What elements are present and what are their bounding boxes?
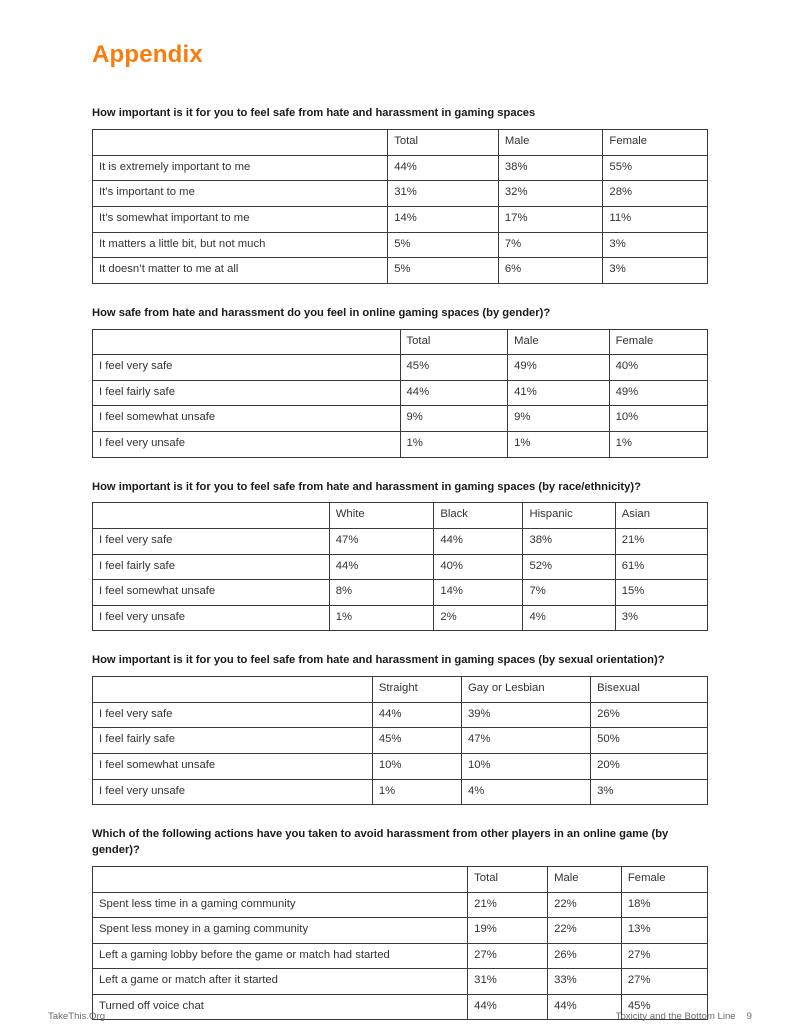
data-cell: 22% — [548, 892, 622, 918]
data-cell: 9% — [400, 406, 508, 432]
data-cell: 3% — [615, 605, 707, 631]
data-cell: 3% — [603, 258, 708, 284]
data-cell: 13% — [621, 918, 707, 944]
data-cell: 21% — [468, 892, 548, 918]
column-header: Male — [548, 866, 622, 892]
table-corner-cell — [93, 866, 468, 892]
question-heading: How important is it for you to feel safe from hate and harassment in gaming spaces (by sexual orientation)? — [92, 654, 665, 667]
data-cell: 19% — [468, 918, 548, 944]
data-cell: 15% — [615, 580, 707, 606]
row-label: It doesn’t matter to me at all — [93, 258, 388, 284]
data-table — [92, 502, 708, 631]
data-cell: 49% — [609, 380, 707, 406]
data-cell: 40% — [434, 554, 523, 580]
column-header: Bisexual — [591, 677, 708, 703]
data-table — [92, 676, 708, 805]
column-header: Male — [508, 329, 609, 355]
table-row — [93, 943, 708, 969]
row-label: I feel fairly safe — [93, 554, 330, 580]
data-cell: 2% — [434, 605, 523, 631]
data-cell: 27% — [621, 969, 707, 995]
data-cell: 38% — [523, 529, 615, 555]
row-label: I feel very safe — [93, 355, 401, 381]
table-row — [93, 892, 708, 918]
table-row — [93, 918, 708, 944]
column-header: Asian — [615, 503, 707, 529]
row-label: Spent less money in a gaming community — [93, 918, 468, 944]
data-cell: 28% — [603, 181, 708, 207]
data-table — [92, 129, 708, 283]
data-cell: 11% — [603, 207, 708, 233]
table-corner-cell — [93, 503, 330, 529]
data-cell: 49% — [508, 355, 609, 381]
column-header: Total — [400, 329, 508, 355]
row-label: I feel somewhat unsafe — [93, 406, 401, 432]
row-label: It is extremely important to me — [93, 155, 388, 181]
data-cell: 4% — [461, 779, 590, 805]
data-cell: 45% — [621, 994, 707, 1020]
data-cell: 17% — [498, 207, 603, 233]
data-cell: 44% — [434, 529, 523, 555]
appendix-sections — [92, 106, 708, 1020]
table-header-row — [93, 503, 708, 529]
data-cell: 31% — [388, 181, 499, 207]
data-cell: 44% — [372, 702, 461, 728]
column-header: Black — [434, 503, 523, 529]
data-cell: 6% — [498, 258, 603, 284]
table-corner-cell — [93, 130, 388, 156]
column-header: Hispanic — [523, 503, 615, 529]
table-row — [93, 232, 708, 258]
data-cell: 26% — [548, 943, 622, 969]
page-footer — [48, 1008, 752, 1024]
data-table — [92, 866, 708, 1020]
table-row — [93, 754, 708, 780]
table-row — [93, 207, 708, 233]
page-title: Appendix — [92, 41, 203, 68]
data-cell: 32% — [498, 181, 603, 207]
table-row — [93, 969, 708, 995]
footer-report-title: Toxicity and the Bottom Line — [615, 1010, 736, 1022]
row-label: I feel very unsafe — [93, 779, 373, 805]
table-row — [93, 355, 708, 381]
data-cell: 3% — [591, 779, 708, 805]
column-header: Female — [603, 130, 708, 156]
row-label: It’s somewhat important to me — [93, 207, 388, 233]
data-cell: 26% — [591, 702, 708, 728]
data-cell: 14% — [388, 207, 499, 233]
table-row — [93, 702, 708, 728]
footer-right-group — [616, 1011, 752, 1022]
question-heading: Which of the following actions have you taken to avoid harassment from other players in an online game (by gender)? — [92, 828, 669, 857]
data-cell: 7% — [498, 232, 603, 258]
table-row — [93, 431, 708, 457]
column-header: White — [329, 503, 434, 529]
question-block — [92, 480, 708, 632]
column-header: Total — [388, 130, 499, 156]
row-label: I feel very safe — [93, 702, 373, 728]
data-cell: 44% — [548, 994, 622, 1020]
row-label: I feel very safe — [93, 529, 330, 555]
data-cell: 22% — [548, 918, 622, 944]
row-label: I feel somewhat unsafe — [93, 580, 330, 606]
row-label: Spent less time in a gaming community — [93, 892, 468, 918]
data-cell: 7% — [523, 580, 615, 606]
table-row — [93, 406, 708, 432]
data-cell: 44% — [400, 380, 508, 406]
data-cell: 45% — [372, 728, 461, 754]
data-cell: 1% — [609, 431, 707, 457]
data-cell: 3% — [603, 232, 708, 258]
row-label: Left a gaming lobby before the game or match had started — [93, 943, 468, 969]
data-cell: 5% — [388, 258, 499, 284]
question-heading: How important is it for you to feel safe from hate and harassment in gaming spaces (by race/ethnicity)? — [92, 480, 641, 493]
table-corner-cell — [93, 677, 373, 703]
data-cell: 1% — [329, 605, 434, 631]
row-label: I feel very unsafe — [93, 431, 401, 457]
table-header-row — [93, 130, 708, 156]
row-label: It matters a little bit, but not much — [93, 232, 388, 258]
data-cell: 1% — [372, 779, 461, 805]
data-cell: 61% — [615, 554, 707, 580]
column-header: Total — [468, 866, 548, 892]
table-header-row — [93, 677, 708, 703]
row-label: Turned off voice chat — [93, 994, 468, 1020]
data-cell: 45% — [400, 355, 508, 381]
data-cell: 38% — [498, 155, 603, 181]
data-cell: 47% — [461, 728, 590, 754]
table-row — [93, 779, 708, 805]
data-cell: 10% — [372, 754, 461, 780]
data-table — [92, 329, 708, 458]
column-header: Male — [498, 130, 603, 156]
data-cell: 21% — [615, 529, 707, 555]
data-cell: 27% — [621, 943, 707, 969]
question-block — [92, 306, 708, 458]
data-cell: 27% — [468, 943, 548, 969]
table-header-row — [93, 866, 708, 892]
table-header-row — [93, 329, 708, 355]
table-row — [93, 155, 708, 181]
row-label: It’s important to me — [93, 181, 388, 207]
table-row — [93, 605, 708, 631]
data-cell: 14% — [434, 580, 523, 606]
data-cell: 41% — [508, 380, 609, 406]
data-cell: 10% — [609, 406, 707, 432]
row-label: I feel somewhat unsafe — [93, 754, 373, 780]
table-row — [93, 728, 708, 754]
data-cell: 50% — [591, 728, 708, 754]
table-row — [93, 258, 708, 284]
data-cell: 20% — [591, 754, 708, 780]
table-row — [93, 529, 708, 555]
data-cell: 5% — [388, 232, 499, 258]
row-label: I feel very unsafe — [93, 605, 330, 631]
question-heading: How important is it for you to feel safe from hate and harassment in gaming spaces — [92, 107, 536, 120]
data-cell: 40% — [609, 355, 707, 381]
data-cell: 31% — [468, 969, 548, 995]
data-cell: 52% — [523, 554, 615, 580]
table-row — [93, 580, 708, 606]
table-row — [93, 380, 708, 406]
data-cell: 33% — [548, 969, 622, 995]
data-cell: 1% — [508, 431, 609, 457]
column-header: Female — [609, 329, 707, 355]
row-label: I feel fairly safe — [93, 728, 373, 754]
footer-page-number: 9 — [746, 1010, 752, 1022]
question-block — [92, 827, 708, 1020]
table-corner-cell — [93, 329, 401, 355]
data-cell: 1% — [400, 431, 508, 457]
data-cell: 8% — [329, 580, 434, 606]
data-cell: 47% — [329, 529, 434, 555]
question-block — [92, 653, 708, 805]
question-heading: How safe from hate and harassment do you feel in online gaming spaces (by gender)? — [92, 306, 551, 319]
column-header: Female — [621, 866, 707, 892]
table-row — [93, 181, 708, 207]
data-cell: 44% — [329, 554, 434, 580]
data-cell: 44% — [388, 155, 499, 181]
table-row — [93, 554, 708, 580]
column-header: Straight — [372, 677, 461, 703]
row-label: Left a game or match after it started — [93, 969, 468, 995]
row-label: I feel fairly safe — [93, 380, 401, 406]
data-cell: 39% — [461, 702, 590, 728]
data-cell: 4% — [523, 605, 615, 631]
footer-organization: TakeThis.Org — [48, 1010, 106, 1022]
page-content — [92, 42, 708, 1035]
column-header: Gay or Lesbian — [461, 677, 590, 703]
question-block — [92, 106, 708, 283]
data-cell: 44% — [468, 994, 548, 1020]
data-cell: 9% — [508, 406, 609, 432]
data-cell: 55% — [603, 155, 708, 181]
data-cell: 10% — [461, 754, 590, 780]
data-cell: 18% — [621, 892, 707, 918]
